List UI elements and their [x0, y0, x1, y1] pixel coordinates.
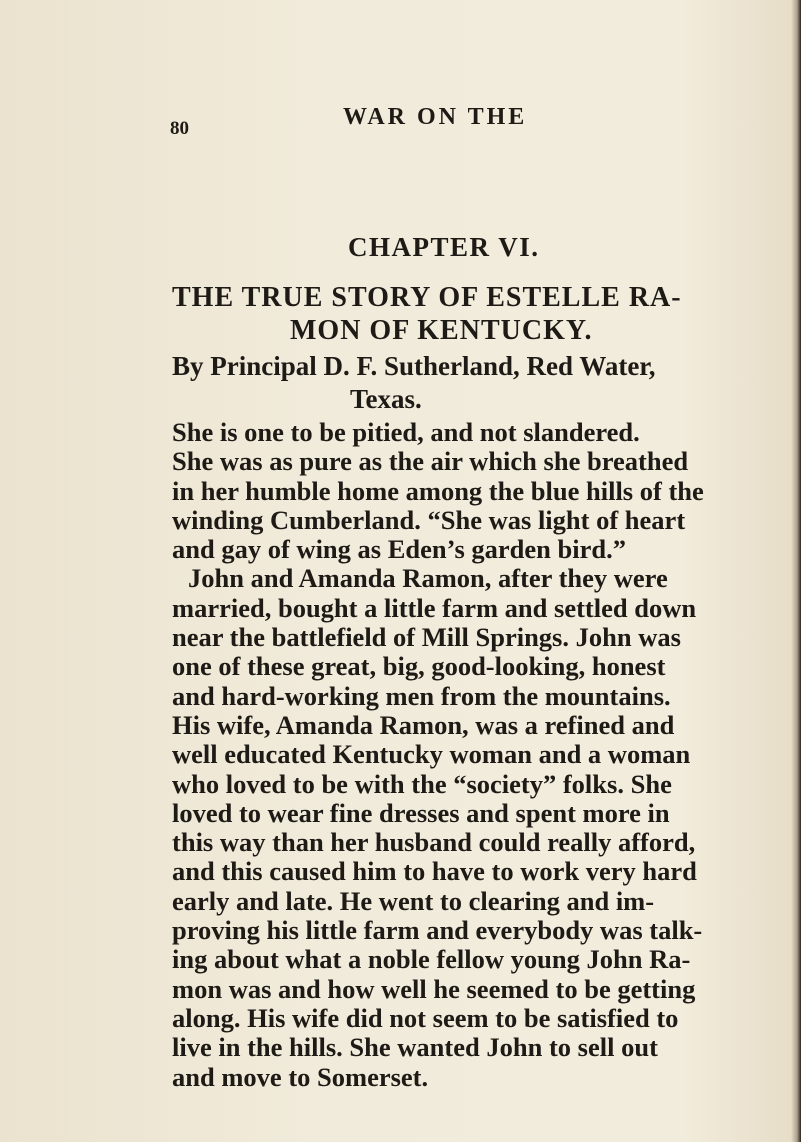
text-line: His wife, Amanda Ramon, was a refined and	[172, 709, 675, 740]
byline	[172, 350, 772, 416]
text-line: She is one to be pitied, and not slandered.	[172, 417, 640, 447]
paragraph-1	[172, 418, 750, 564]
article-title	[172, 281, 732, 347]
text-line: early and late. He went to clearing and im-	[172, 885, 655, 916]
page-number: 80	[170, 118, 189, 139]
text-line: who loved to be with the “society” folks. She	[172, 768, 672, 799]
text-line: loved to wear fine dresses and spent more in	[172, 797, 670, 828]
byline-line-2: Texas.	[350, 384, 422, 414]
chapter-title: CHAPTER VI.	[348, 232, 540, 262]
byline-line-1: By Principal D. F. Sutherland, Red Water,	[172, 351, 656, 381]
text-line: along. His wife did not seem to be satisfied to	[172, 1002, 679, 1033]
text-line: John and Amanda Ramon, after they were	[188, 563, 668, 594]
article-title-line-2: MON OF KENTUCKY.	[290, 315, 593, 346]
text-line: live in the hills. She wanted John to sell out	[172, 1032, 658, 1063]
page-edge-shadow	[791, 0, 801, 1142]
text-line: one of these great, big, good-looking, honest	[172, 651, 666, 682]
text-line: in her humble home among the blue hills of the	[172, 475, 704, 506]
text-line: mon was and how well he seemed to be getting	[172, 973, 696, 1004]
running-head: WAR ON THE	[343, 104, 528, 130]
text-line: married, bought a little farm and settled down	[172, 592, 697, 623]
text-line: this way than her husband could really afford,	[172, 827, 696, 858]
text-line: and hard-working men from the mountains.	[172, 680, 671, 711]
text-line: and move to Somerset.	[172, 1061, 429, 1092]
text-line: and this caused him to have to work very hard	[172, 856, 697, 887]
text-line: well educated Kentucky woman and a woman	[172, 739, 691, 770]
text-line: and gay of wing as Eden’s garden bird.”	[172, 534, 627, 565]
text-line: She was as pure as the air which she breathed	[172, 446, 689, 477]
text-line: winding Cumberland. “She was light of heart	[172, 504, 686, 535]
article-title-line-1: THE TRUE STORY OF ESTELLE RA-	[172, 282, 682, 313]
text-line: proving his little farm and everybody was talk-	[172, 915, 703, 946]
text-line: ing about what a noble fellow young John Ra-	[172, 944, 691, 975]
paragraph-2	[172, 564, 750, 1091]
body-text	[172, 418, 750, 1092]
text-line: near the battlefield of Mill Springs. John was	[172, 622, 681, 653]
